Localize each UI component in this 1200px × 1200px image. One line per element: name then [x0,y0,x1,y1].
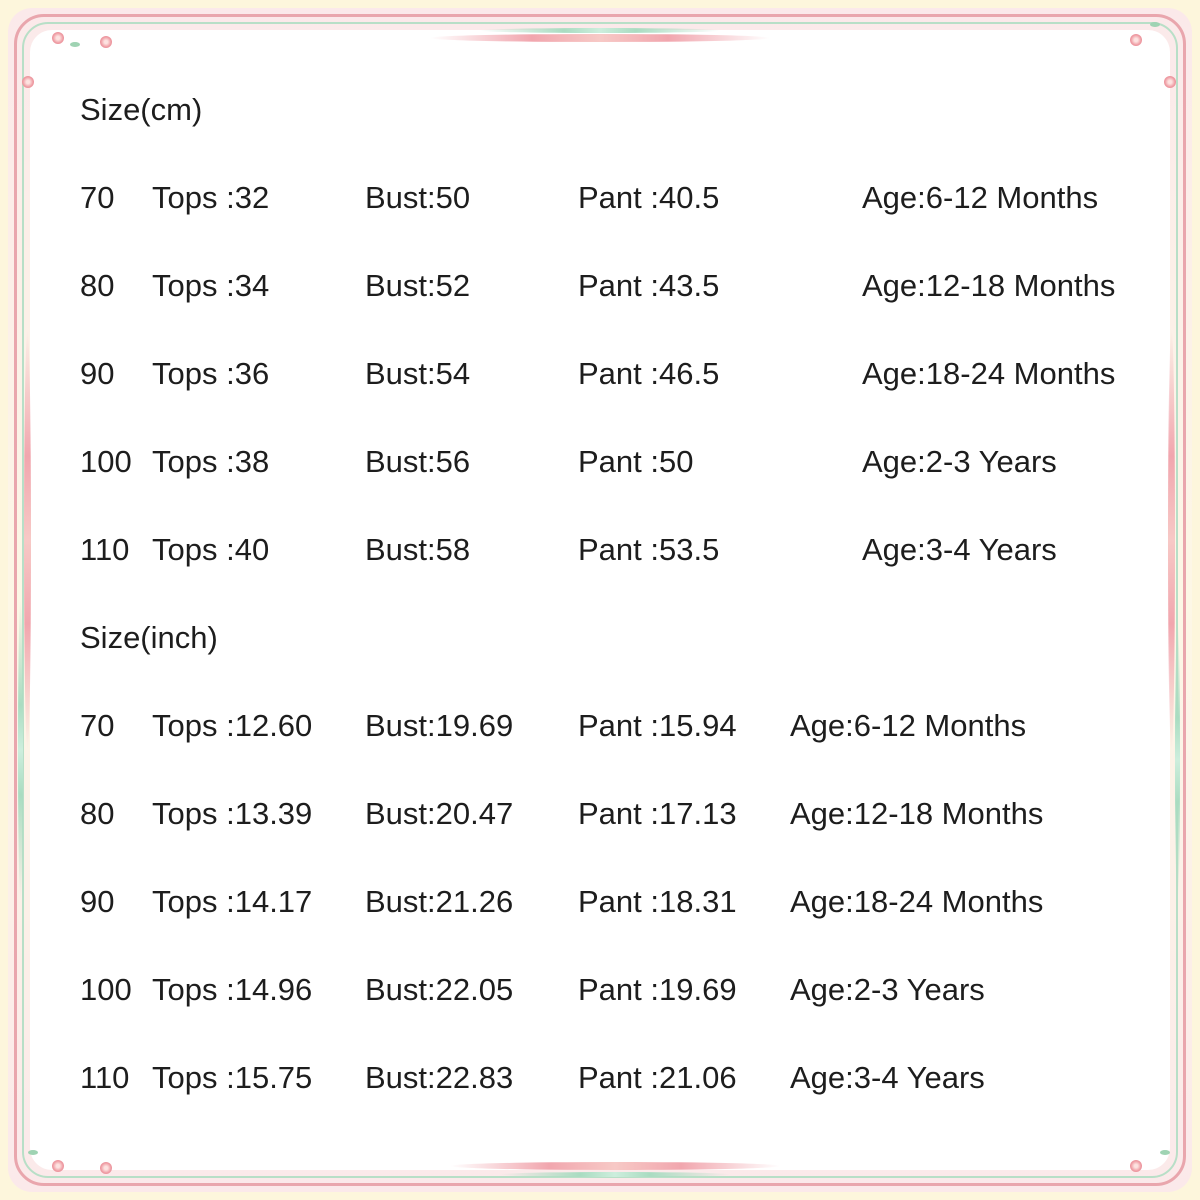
bust-value: Bust:22.05 [365,972,514,1007]
table-row [0,706,1200,746]
pant-value: Pant :19.69 [578,972,737,1007]
age-value: Age:18-24 Months [790,884,1044,919]
tops-value: Tops :14.96 [152,972,313,1007]
pant-value: Pant :15.94 [578,708,737,743]
tops-value: Tops :38 [152,444,270,479]
bust-value: Bust:22.83 [365,1060,514,1095]
bust-value: Bust:20.47 [365,796,514,831]
section-heading-cm: Size(cm) [80,92,203,127]
size-value: 70 [80,180,115,215]
size-value: 100 [80,972,132,1007]
age-value: Age:12-18 Months [790,796,1044,831]
tops-value: Tops :13.39 [152,796,313,831]
age-value: Age:2-3 Years [862,444,1057,479]
size-value: 90 [80,884,115,919]
table-row [0,794,1200,834]
size-value: 100 [80,444,132,479]
tops-value: Tops :15.75 [152,1060,313,1095]
size-value: 80 [80,268,115,303]
table-row [0,970,1200,1010]
pant-value: Pant :43.5 [578,268,720,303]
size-value: 70 [80,708,115,743]
tops-value: Tops :34 [152,268,270,303]
tops-value: Tops :14.17 [152,884,313,919]
size-value: 80 [80,796,115,831]
age-value: Age:6-12 Months [790,708,1027,743]
table-row [0,354,1200,394]
tops-value: Tops :32 [152,180,270,215]
table-row [0,882,1200,922]
bust-value: Bust:58 [365,532,471,567]
table-row [0,178,1200,218]
pant-value: Pant :53.5 [578,532,720,567]
bust-value: Bust:56 [365,444,471,479]
tops-value: Tops :40 [152,532,270,567]
size-value: 110 [80,532,130,567]
section-heading-inch: Size(inch) [80,620,218,655]
bust-value: Bust:54 [365,356,471,391]
size-value: 110 [80,1060,130,1095]
table-row [0,266,1200,306]
age-value: Age:18-24 Months [862,356,1116,391]
pant-value: Pant :21.06 [578,1060,737,1095]
bust-value: Bust:50 [365,180,471,215]
pant-value: Pant :40.5 [578,180,720,215]
age-value: Age:2-3 Years [790,972,985,1007]
table-row [0,1058,1200,1098]
tops-value: Tops :12.60 [152,708,313,743]
pant-value: Pant :46.5 [578,356,720,391]
bust-value: Bust:52 [365,268,471,303]
tops-value: Tops :36 [152,356,270,391]
pant-value: Pant :18.31 [578,884,737,919]
size-value: 90 [80,356,115,391]
table-row [0,530,1200,570]
age-value: Age:12-18 Months [862,268,1116,303]
pant-value: Pant :50 [578,444,694,479]
bust-value: Bust:19.69 [365,708,514,743]
pant-value: Pant :17.13 [578,796,737,831]
age-value: Age:3-4 Years [790,1060,985,1095]
age-value: Age:3-4 Years [862,532,1057,567]
age-value: Age:6-12 Months [862,180,1099,215]
table-row [0,442,1200,482]
bust-value: Bust:21.26 [365,884,514,919]
